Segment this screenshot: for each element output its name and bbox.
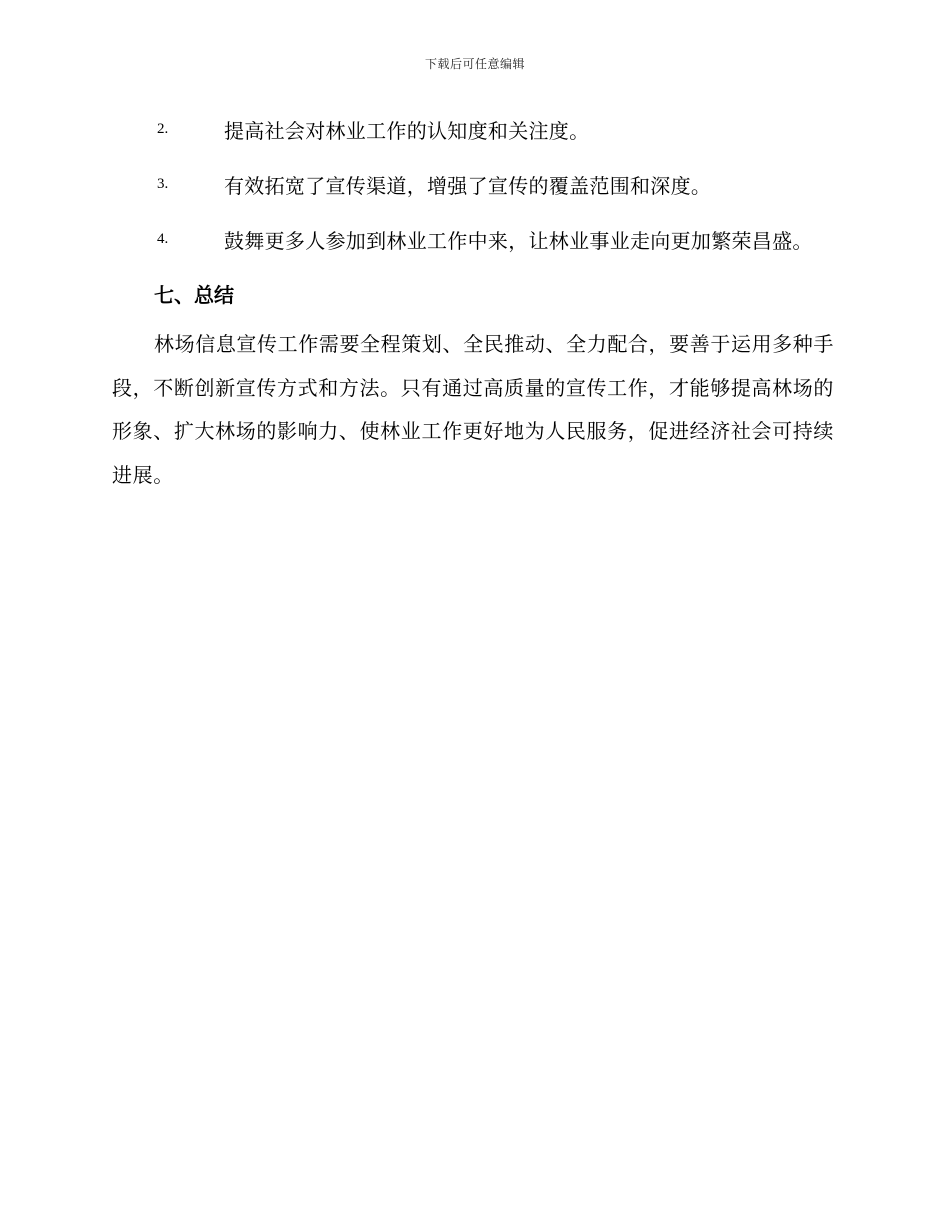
list-item bbox=[112, 220, 834, 263]
section-heading: 七、总结 bbox=[154, 283, 234, 307]
list-item-text: 有效拓宽了宣传渠道，增强了宣传的覆盖范围和深度。 bbox=[224, 174, 712, 198]
list-item-number: 3. bbox=[157, 176, 169, 192]
list-item bbox=[112, 110, 834, 153]
list-item-text: 提高社会对林业工作的认知度和关注度。 bbox=[224, 119, 590, 143]
page-header-note: 下载后可任意编辑 bbox=[424, 57, 525, 71]
summary-paragraph: 林场信息宣传工作需要全程策划、全民推动、全力配合，要善于运用多种手段，不断创新宣传方式和方法。只有通过高质量的宣传工作，才能够提高林场的形象、扩大林场的影响力、使林业工作更好地为人民服务，促进经济社会可持续进展。 bbox=[112, 332, 834, 487]
list-item bbox=[112, 165, 834, 208]
document-body bbox=[112, 110, 834, 497]
list-item-text: 鼓舞更多人参加到林业工作中来，让林业事业走向更加繁荣昌盛。 bbox=[224, 229, 813, 253]
list-item-number: 2. bbox=[157, 121, 169, 137]
list-item-number: 4. bbox=[157, 231, 169, 247]
